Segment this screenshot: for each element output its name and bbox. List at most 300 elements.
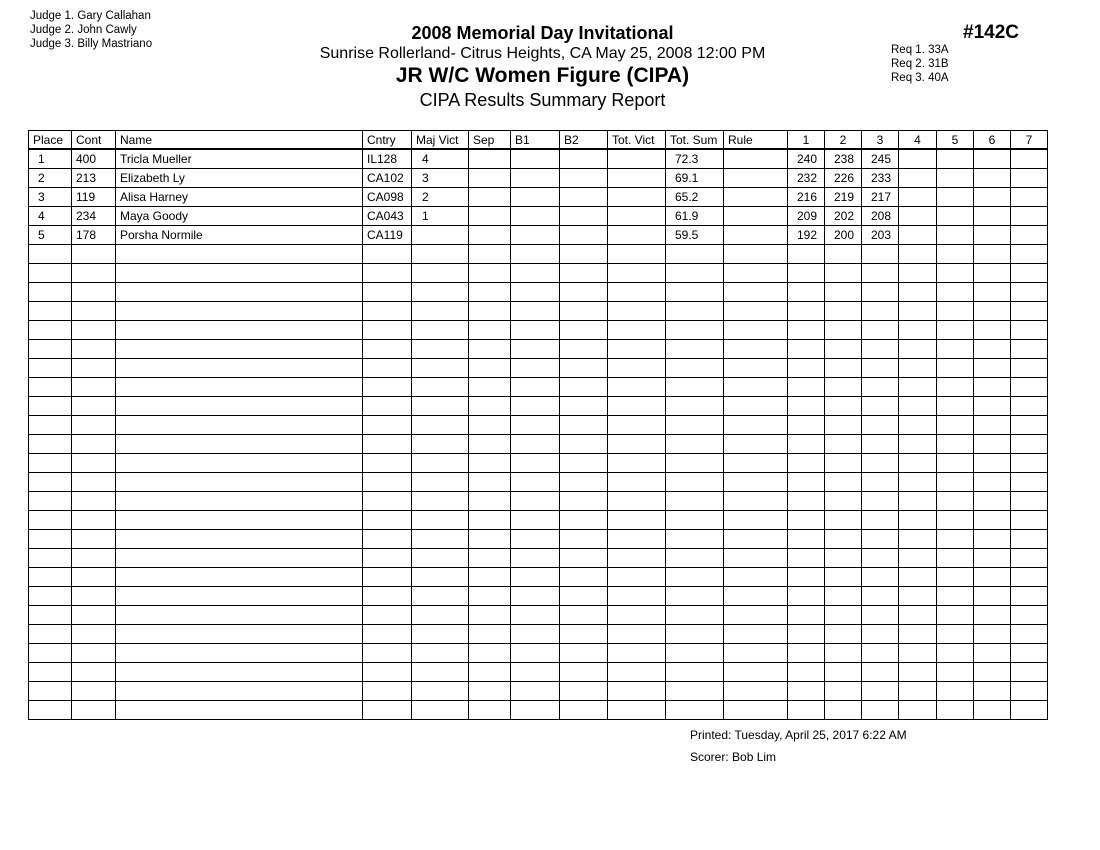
- cell-judge-1-score: [788, 435, 825, 454]
- col-judge-3: 3: [862, 131, 899, 150]
- cell-country: [363, 549, 412, 568]
- cell-b2: [560, 149, 608, 169]
- cell-country: [363, 473, 412, 492]
- cell-cont: [72, 492, 116, 511]
- cell-tot-sum: [666, 321, 724, 340]
- cell-judge-3-score: [862, 264, 899, 283]
- cell-tot-vict: [608, 397, 666, 416]
- cell-b2: [560, 587, 608, 606]
- cell-judge-4-score: [899, 302, 937, 321]
- cell-tot-sum: [666, 549, 724, 568]
- cell-country: CA098: [363, 188, 412, 207]
- cell-cont: [72, 454, 116, 473]
- cell-b2: [560, 435, 608, 454]
- table-row-empty: [29, 492, 1048, 511]
- cell-judge-5-score: [937, 416, 974, 435]
- cell-tot-sum: 65.2: [666, 188, 724, 207]
- cell-sep: [469, 340, 511, 359]
- table-row-empty: [29, 511, 1048, 530]
- cell-judge-1-score: [788, 302, 825, 321]
- cell-tot-vict: [608, 644, 666, 663]
- cell-judge-7-score: [1011, 682, 1048, 701]
- cell-judge-6-score: [974, 682, 1011, 701]
- cell-tot-vict: [608, 207, 666, 226]
- cell-judge-6-score: [974, 359, 1011, 378]
- cell-tot-sum: [666, 435, 724, 454]
- cell-judge-1-score: [788, 549, 825, 568]
- cell-judge-6-score: [974, 587, 1011, 606]
- cell-b2: [560, 397, 608, 416]
- cell-maj-vict: [412, 454, 469, 473]
- cell-judge-3-score: [862, 473, 899, 492]
- cell-judge-4-score: [899, 340, 937, 359]
- cell-judge-1-score: [788, 625, 825, 644]
- table-row-empty: [29, 340, 1048, 359]
- cell-b1: [511, 340, 560, 359]
- cell-rule: [724, 511, 788, 530]
- cell-judge-7-score: [1011, 587, 1048, 606]
- cell-b1: [511, 454, 560, 473]
- cell-b2: [560, 492, 608, 511]
- cell-tot-vict: [608, 606, 666, 625]
- cell-place: [29, 435, 72, 454]
- cell-cont: [72, 397, 116, 416]
- cell-country: [363, 492, 412, 511]
- cell-sep: [469, 378, 511, 397]
- cell-sep: [469, 511, 511, 530]
- cell-tot-sum: 69.1: [666, 169, 724, 188]
- cell-judge-3-score: [862, 682, 899, 701]
- cell-judge-6-score: [974, 644, 1011, 663]
- cell-judge-3-score: [862, 454, 899, 473]
- table-row-empty: [29, 701, 1048, 720]
- cell-judge-4-score: [899, 511, 937, 530]
- cell-judge-1-score: [788, 511, 825, 530]
- cell-cont: [72, 549, 116, 568]
- cell-b1: [511, 283, 560, 302]
- col-judge-6: 6: [974, 131, 1011, 150]
- cell-judge-4-score: [899, 625, 937, 644]
- cell-judge-3-score: [862, 416, 899, 435]
- cell-judge-6-score: [974, 511, 1011, 530]
- cell-b2: [560, 188, 608, 207]
- cell-place: [29, 454, 72, 473]
- cell-country: [363, 530, 412, 549]
- cell-judge-5-score: [937, 283, 974, 302]
- cell-place: [29, 625, 72, 644]
- cell-tot-vict: [608, 701, 666, 720]
- cell-judge-5-score: [937, 378, 974, 397]
- cell-name: [116, 378, 363, 397]
- cell-judge-3-score: 208: [862, 207, 899, 226]
- col-b1: B1: [511, 131, 560, 150]
- cell-place: [29, 587, 72, 606]
- cell-judge-4-score: [899, 644, 937, 663]
- cell-sep: [469, 530, 511, 549]
- cell-b1: [511, 169, 560, 188]
- cell-judge-1-score: [788, 454, 825, 473]
- table-row-empty: [29, 264, 1048, 283]
- cell-country: [363, 359, 412, 378]
- cell-b1: [511, 245, 560, 264]
- cell-b1: [511, 397, 560, 416]
- cell-country: IL128: [363, 149, 412, 169]
- cell-maj-vict: [412, 549, 469, 568]
- cell-tot-sum: [666, 701, 724, 720]
- cell-rule: [724, 492, 788, 511]
- cell-tot-sum: [666, 492, 724, 511]
- cell-b1: [511, 188, 560, 207]
- col-b2: B2: [560, 131, 608, 150]
- cell-rule: [724, 587, 788, 606]
- cell-name: [116, 473, 363, 492]
- requirements-list: [891, 43, 949, 85]
- cell-tot-vict: [608, 359, 666, 378]
- cell-cont: [72, 302, 116, 321]
- cell-judge-4-score: [899, 568, 937, 587]
- cell-name: [116, 435, 363, 454]
- cell-b2: [560, 511, 608, 530]
- cell-b2: [560, 473, 608, 492]
- cell-sep: [469, 587, 511, 606]
- cell-judge-6-score: [974, 188, 1011, 207]
- cell-judge-5-score: [937, 454, 974, 473]
- cell-rule: [724, 606, 788, 625]
- cell-name: [116, 492, 363, 511]
- cell-judge-2-score: [825, 530, 862, 549]
- cell-cont: [72, 264, 116, 283]
- cell-judge-5-score: [937, 511, 974, 530]
- cell-judge-6-score: [974, 492, 1011, 511]
- cell-rule: [724, 302, 788, 321]
- cell-b2: [560, 169, 608, 188]
- cell-tot-vict: [608, 663, 666, 682]
- cell-place: 2: [29, 169, 72, 188]
- col-tot-sum: Tot. Sum: [666, 131, 724, 150]
- cell-judge-5-score: [937, 188, 974, 207]
- cell-judge-7-score: [1011, 492, 1048, 511]
- cell-cont: [72, 606, 116, 625]
- cell-place: [29, 549, 72, 568]
- cell-judge-5-score: [937, 169, 974, 188]
- cell-judge-7-score: [1011, 169, 1048, 188]
- cell-judge-4-score: [899, 492, 937, 511]
- cell-sep: [469, 264, 511, 283]
- cell-maj-vict: [412, 511, 469, 530]
- cell-place: [29, 644, 72, 663]
- cell-maj-vict: [412, 397, 469, 416]
- cell-sep: [469, 397, 511, 416]
- cell-judge-4-score: [899, 606, 937, 625]
- table-header-row: [29, 131, 1048, 150]
- cell-judge-2-score: [825, 302, 862, 321]
- cell-judge-4-score: [899, 701, 937, 720]
- cell-maj-vict: [412, 644, 469, 663]
- cell-judge-2-score: [825, 340, 862, 359]
- cell-tot-sum: [666, 568, 724, 587]
- cell-place: [29, 492, 72, 511]
- cell-place: [29, 264, 72, 283]
- cell-name: [116, 682, 363, 701]
- cell-b1: [511, 302, 560, 321]
- cell-b1: [511, 416, 560, 435]
- cell-judge-3-score: [862, 511, 899, 530]
- cell-name: Porsha Normile: [116, 226, 363, 245]
- cell-maj-vict: [412, 283, 469, 302]
- cell-judge-7-score: [1011, 340, 1048, 359]
- cell-judge-6-score: [974, 149, 1011, 169]
- cell-country: [363, 340, 412, 359]
- cell-sep: [469, 701, 511, 720]
- cell-judge-2-score: [825, 587, 862, 606]
- cell-judge-2-score: 219: [825, 188, 862, 207]
- table-row: [29, 149, 1048, 169]
- cell-judge-1-score: [788, 530, 825, 549]
- cell-judge-4-score: [899, 549, 937, 568]
- cell-rule: [724, 359, 788, 378]
- cell-country: [363, 435, 412, 454]
- col-maj-vict: Maj Vict: [412, 131, 469, 150]
- cell-tot-vict: [608, 226, 666, 245]
- table-row-empty: [29, 359, 1048, 378]
- cell-judge-5-score: [937, 149, 974, 169]
- cell-cont: [72, 530, 116, 549]
- cell-name: [116, 454, 363, 473]
- cell-b2: [560, 245, 608, 264]
- cell-maj-vict: [412, 587, 469, 606]
- cell-country: [363, 321, 412, 340]
- cell-judge-1-score: [788, 663, 825, 682]
- cell-place: 3: [29, 188, 72, 207]
- col-judge-7: 7: [1011, 131, 1048, 150]
- cell-maj-vict: [412, 416, 469, 435]
- cell-rule: [724, 435, 788, 454]
- table-row-empty: [29, 245, 1048, 264]
- cell-b1: [511, 568, 560, 587]
- cell-place: [29, 663, 72, 682]
- cell-tot-sum: [666, 245, 724, 264]
- cell-judge-5-score: [937, 644, 974, 663]
- table-row-empty: [29, 378, 1048, 397]
- cell-judge-7-score: [1011, 245, 1048, 264]
- cell-judge-3-score: 245: [862, 149, 899, 169]
- cell-name: [116, 245, 363, 264]
- cell-judge-6-score: [974, 473, 1011, 492]
- cell-tot-sum: [666, 359, 724, 378]
- cell-maj-vict: [412, 682, 469, 701]
- cell-place: [29, 568, 72, 587]
- cell-sep: [469, 473, 511, 492]
- cell-b2: [560, 340, 608, 359]
- table-row-empty: [29, 549, 1048, 568]
- col-cntry: Cntry: [363, 131, 412, 150]
- cell-tot-sum: [666, 663, 724, 682]
- table-row-empty: [29, 682, 1048, 701]
- table-row: [29, 188, 1048, 207]
- cell-country: [363, 644, 412, 663]
- cell-b1: [511, 264, 560, 283]
- cell-judge-3-score: [862, 492, 899, 511]
- cell-judge-1-score: [788, 340, 825, 359]
- cell-maj-vict: 3: [412, 169, 469, 188]
- cell-judge-1-score: [788, 245, 825, 264]
- cell-tot-sum: [666, 682, 724, 701]
- cell-b1: [511, 149, 560, 169]
- cell-judge-1-score: [788, 378, 825, 397]
- cell-judge-6-score: [974, 226, 1011, 245]
- cell-b1: [511, 701, 560, 720]
- cell-tot-vict: [608, 568, 666, 587]
- cell-tot-vict: [608, 682, 666, 701]
- cell-judge-7-score: [1011, 473, 1048, 492]
- cell-sep: [469, 682, 511, 701]
- cell-country: CA043: [363, 207, 412, 226]
- cell-judge-6-score: [974, 397, 1011, 416]
- cell-judge-7-score: [1011, 321, 1048, 340]
- cell-judge-5-score: [937, 473, 974, 492]
- cell-judge-7-score: [1011, 606, 1048, 625]
- cell-judge-2-score: [825, 264, 862, 283]
- cell-judge-2-score: [825, 283, 862, 302]
- cell-judge-2-score: [825, 492, 862, 511]
- cell-judge-7-score: [1011, 207, 1048, 226]
- cell-b2: [560, 264, 608, 283]
- event-title: JR W/C Women Figure (CIPA): [395, 64, 690, 87]
- cell-maj-vict: [412, 321, 469, 340]
- cell-tot-vict: [608, 549, 666, 568]
- cell-judge-1-score: [788, 416, 825, 435]
- cell-judge-5-score: [937, 587, 974, 606]
- cell-sep: [469, 226, 511, 245]
- cell-tot-vict: [608, 587, 666, 606]
- cell-b2: [560, 682, 608, 701]
- cell-judge-1-score: [788, 359, 825, 378]
- cell-maj-vict: [412, 245, 469, 264]
- cell-judge-2-score: [825, 606, 862, 625]
- cell-place: [29, 302, 72, 321]
- cell-b1: [511, 435, 560, 454]
- cell-judge-2-score: [825, 663, 862, 682]
- cell-name: [116, 283, 363, 302]
- cell-place: [29, 682, 72, 701]
- cell-judge-3-score: [862, 549, 899, 568]
- table-row-empty: [29, 435, 1048, 454]
- cell-b2: [560, 625, 608, 644]
- cell-judge-7-score: [1011, 511, 1048, 530]
- cell-judge-6-score: [974, 264, 1011, 283]
- printed-timestamp: Printed: Tuesday, April 25, 2017 6:22 AM: [690, 728, 907, 742]
- cell-place: [29, 530, 72, 549]
- cell-judge-3-score: [862, 606, 899, 625]
- cell-country: [363, 606, 412, 625]
- table-row: [29, 226, 1048, 245]
- cell-tot-sum: 72.3: [666, 149, 724, 169]
- cell-tot-sum: [666, 473, 724, 492]
- cell-place: [29, 321, 72, 340]
- cell-b2: [560, 663, 608, 682]
- cell-judge-7-score: [1011, 359, 1048, 378]
- cell-cont: 234: [72, 207, 116, 226]
- cell-sep: [469, 149, 511, 169]
- cell-judge-7-score: [1011, 701, 1048, 720]
- requirement-3: Req 3. 40A: [891, 72, 949, 84]
- cell-cont: [72, 473, 116, 492]
- cell-cont: 119: [72, 188, 116, 207]
- cell-judge-7-score: [1011, 625, 1048, 644]
- table-row-empty: [29, 625, 1048, 644]
- table-row-empty: [29, 644, 1048, 663]
- cell-judge-2-score: [825, 397, 862, 416]
- cell-judge-1-score: 216: [788, 188, 825, 207]
- cell-judge-1-score: [788, 397, 825, 416]
- cell-rule: [724, 454, 788, 473]
- cell-name: Maya Goody: [116, 207, 363, 226]
- cell-judge-3-score: [862, 663, 899, 682]
- cell-tot-vict: [608, 454, 666, 473]
- cell-judge-5-score: [937, 530, 974, 549]
- cell-rule: [724, 245, 788, 264]
- cell-tot-vict: [608, 169, 666, 188]
- cell-judge-3-score: [862, 340, 899, 359]
- judge-3: Judge 3. Billy Mastriano: [30, 38, 153, 50]
- cell-name: [116, 568, 363, 587]
- cell-judge-4-score: [899, 473, 937, 492]
- cell-tot-vict: [608, 188, 666, 207]
- cell-tot-sum: [666, 587, 724, 606]
- cell-judge-2-score: [825, 359, 862, 378]
- cell-judge-4-score: [899, 359, 937, 378]
- judge-1: Judge 1. Gary Callahan: [30, 10, 151, 22]
- cell-sep: [469, 549, 511, 568]
- cell-place: [29, 397, 72, 416]
- cell-maj-vict: [412, 435, 469, 454]
- cell-judge-3-score: [862, 587, 899, 606]
- cell-judge-3-score: [862, 435, 899, 454]
- cell-sep: [469, 492, 511, 511]
- results-body: [29, 149, 1048, 720]
- cell-judge-7-score: [1011, 663, 1048, 682]
- cell-place: [29, 606, 72, 625]
- cell-name: [116, 663, 363, 682]
- col-sep: Sep: [469, 131, 511, 150]
- cell-cont: [72, 644, 116, 663]
- cell-rule: [724, 397, 788, 416]
- cell-judge-6-score: [974, 454, 1011, 473]
- cell-rule: [724, 169, 788, 188]
- cell-b1: [511, 549, 560, 568]
- cell-judge-6-score: [974, 568, 1011, 587]
- cell-country: [363, 511, 412, 530]
- cell-b1: [511, 663, 560, 682]
- cell-b2: [560, 549, 608, 568]
- cell-tot-vict: [608, 416, 666, 435]
- cell-place: 1: [29, 149, 72, 169]
- cell-sep: [469, 283, 511, 302]
- cell-judge-7-score: [1011, 397, 1048, 416]
- cell-maj-vict: [412, 302, 469, 321]
- table-row-empty: [29, 283, 1048, 302]
- cell-name: [116, 606, 363, 625]
- cell-tot-vict: [608, 492, 666, 511]
- cell-country: [363, 245, 412, 264]
- cell-b1: [511, 682, 560, 701]
- cell-tot-sum: [666, 606, 724, 625]
- cell-judge-4-score: [899, 587, 937, 606]
- cell-judge-4-score: [899, 283, 937, 302]
- cell-rule: [724, 321, 788, 340]
- cell-judge-3-score: 233: [862, 169, 899, 188]
- cell-judge-6-score: [974, 378, 1011, 397]
